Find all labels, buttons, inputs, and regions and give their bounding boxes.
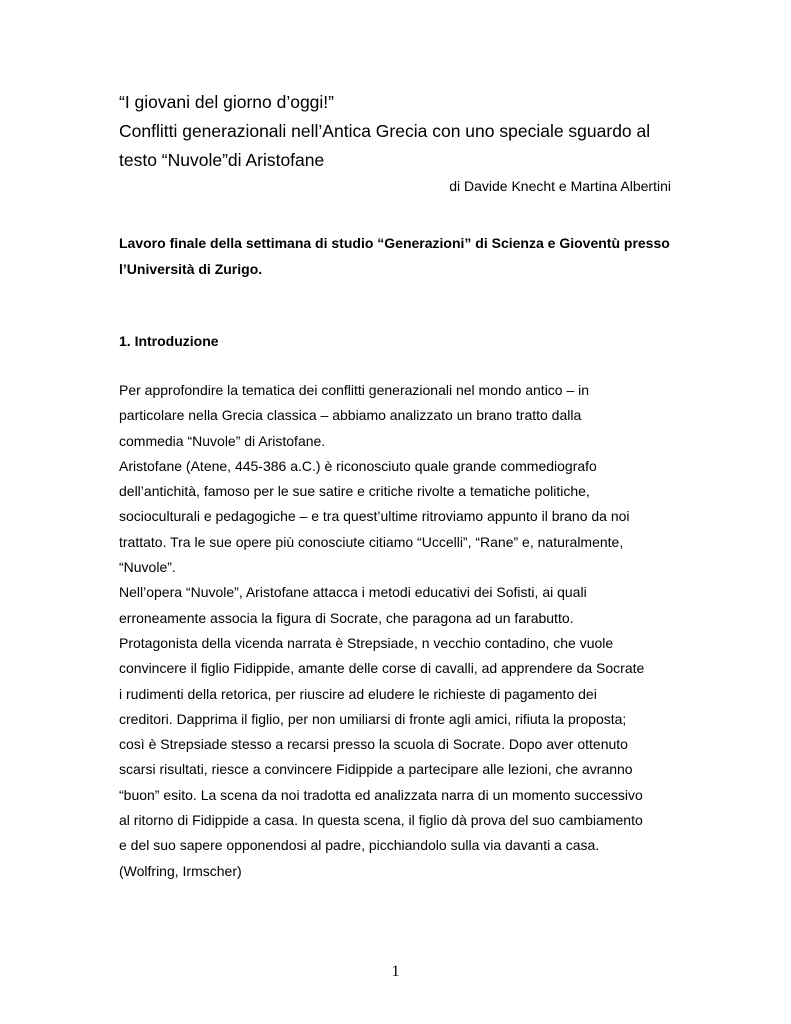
document-subtitle	[119, 230, 679, 282]
subtitle-line: Lavoro finale della settimana di studio “Generazioni” di Scienza e Gioventù presso	[119, 235, 670, 251]
body-line: erroneamente associa la figura di Socrate, che paragona ad un farabutto.	[119, 609, 574, 626]
body-line: “Nuvole”.	[119, 559, 176, 576]
body-line: i rudimenti della retorica, per riuscire ad eludere le richieste di pagamento dei	[119, 685, 597, 702]
body-line: Protagonista della vicenda narrata è Strepsiade, n vecchio contadino, che vuole	[119, 634, 614, 651]
document-title	[119, 88, 679, 175]
title-line: Conflitti generazionali nell’Antica Grecia con uno speciale sguardo al	[119, 121, 651, 141]
body-line: Nell’opera “Nuvole”, Aristofane attacca i metodi educativi dei Sofisti, ai quali	[119, 584, 587, 601]
body-line: particolare nella Grecia classica – abbiamo analizzato un brano tratto dalla	[119, 407, 582, 424]
body-line: commedia “Nuvole” di Aristofane.	[119, 432, 326, 449]
title-line: “I giovani del giorno d’oggi!”	[119, 92, 334, 112]
body-line: creditori. Dapprima il figlio, per non umiliarsi di fronte agli amici, rifiuta la proposta;	[119, 710, 627, 727]
body-line: Per approfondire la tematica dei conflitti generazionali nel mondo antico – in	[119, 382, 590, 398]
body-line: Aristofane (Atene, 445-386 a.C.) è riconosciuto quale grande commediografo	[119, 457, 597, 474]
body-line: e del suo sapere opponendosi al padre, picchiandolo sulla via davanti a casa.	[119, 837, 600, 854]
body-line: convincere il figlio Fidippide, amante delle corse di cavalli, ad apprendere da Socrate	[119, 660, 645, 677]
body-line: dell’antichità, famoso per le sue satire e critiche rivolte a tematiche politiche,	[119, 483, 590, 500]
authors-line: di Davide Knecht e Martina Albertini	[449, 178, 671, 194]
title-line: testo “Nuvole”di Aristofane	[119, 150, 325, 170]
page-number: 1	[391, 963, 400, 980]
section-heading: 1. Introduzione	[119, 333, 219, 349]
body-paragraph	[119, 378, 679, 884]
body-line: al ritorno di Fidippide a casa. In questa scena, il figlio dà prova del suo cambiamento	[119, 812, 643, 829]
body-line: socioculturali e pedagogiche – e tra quest’ultime ritroviamo appunto il brano da noi	[119, 508, 630, 525]
subtitle-line: l’Università di Zurigo.	[119, 261, 263, 277]
body-line: (Wolfring, Irmscher)	[119, 862, 242, 879]
body-line: così è Strepsiade stesso a recarsi presso la scuola di Socrate. Dopo aver ottenuto	[119, 736, 628, 753]
body-line: trattato. Tra le sue opere più conosciute citiamo “Uccelli”, “Rane” e, naturalmente,	[119, 533, 624, 550]
body-line: “buon” esito. La scena da noi tradotta ed analizzata narra di un momento successivo	[119, 786, 643, 803]
body-line: scarsi risultati, riesce a convincere Fidippide a partecipare alle lezioni, che avranno	[119, 761, 633, 778]
